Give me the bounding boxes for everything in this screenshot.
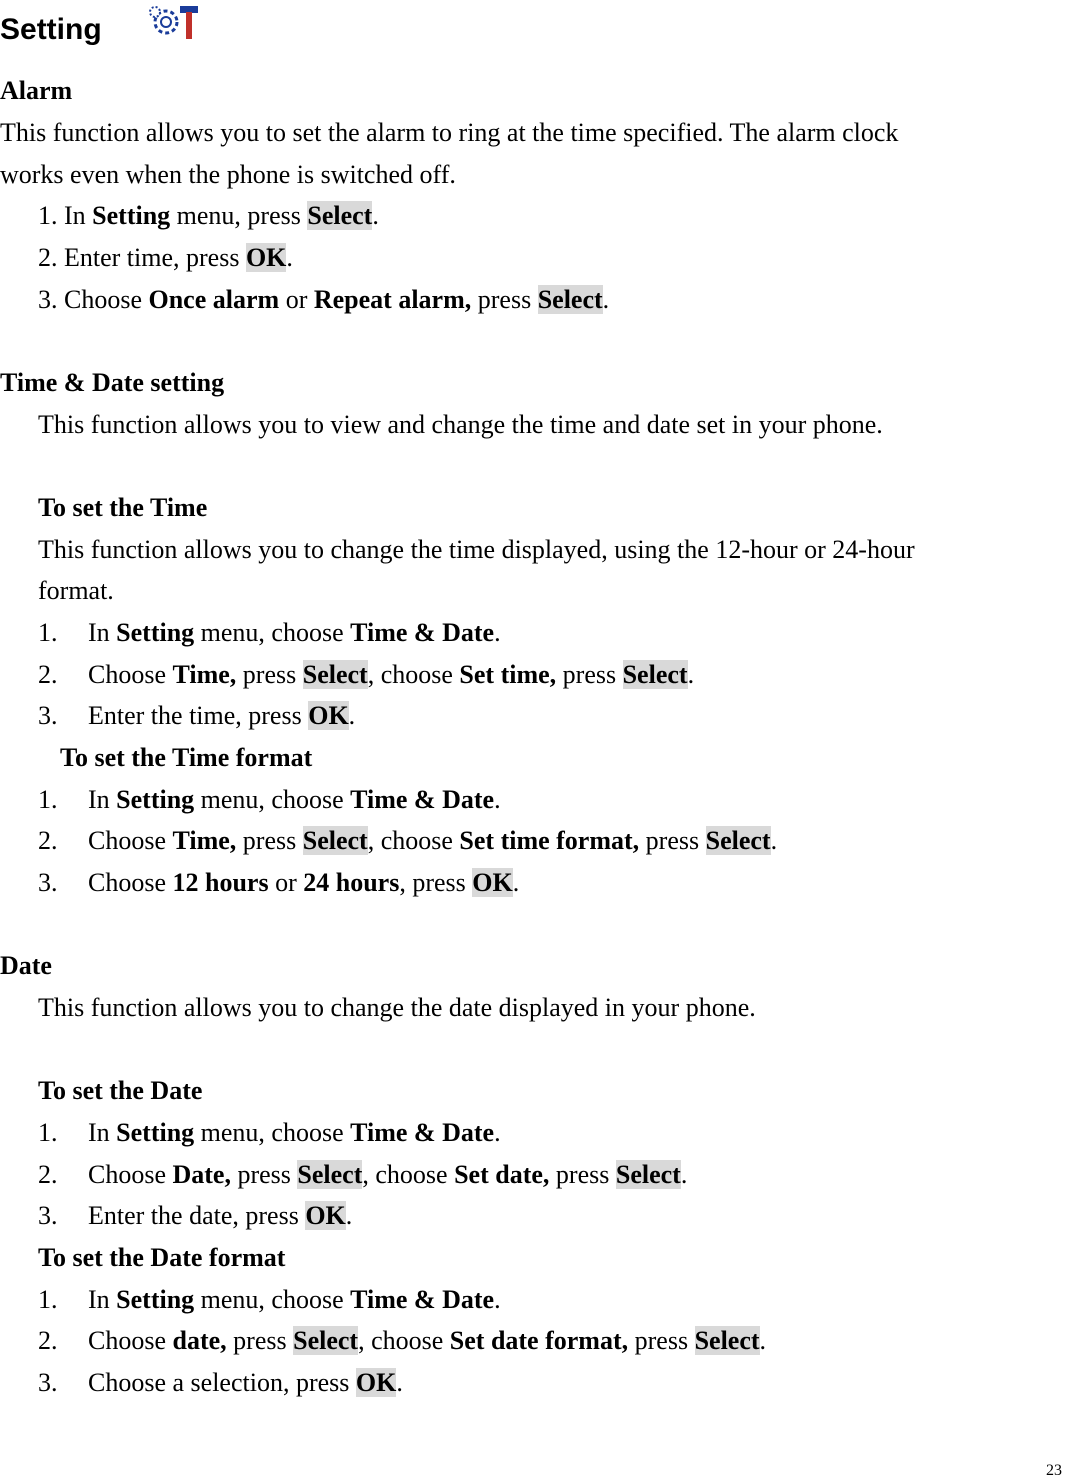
bold-term: Set time, [459, 660, 557, 689]
time-date-intro: This function allows you to view and change the time and date set in your phone. [38, 410, 883, 439]
text-run: . [687, 660, 695, 689]
set-date-step-1 [38, 1117, 501, 1149]
step-number: 3. [38, 1368, 58, 1397]
select-key-label: Select [537, 285, 603, 314]
text-run: press [236, 826, 303, 855]
text-run: press [556, 660, 623, 689]
bold-term: 12 hours [172, 868, 269, 897]
bold-term: Setting [116, 1118, 195, 1147]
text-run: or [268, 868, 304, 897]
select-key-label: Select [293, 1326, 359, 1355]
step-number: 2. [38, 826, 58, 855]
select-key-label: Select [297, 1160, 363, 1189]
date-intro: This function allows you to change the date displayed in your phone. [38, 993, 756, 1022]
bold-term: Once alarm [148, 285, 280, 314]
select-key-label: Select [694, 1326, 760, 1355]
step-number: 3. [38, 868, 58, 897]
bold-term: Time & Date [350, 785, 495, 814]
text-run: menu, choose [194, 785, 351, 814]
text-run: . [494, 1118, 501, 1147]
step-number: 2. [38, 1160, 58, 1189]
bold-term: Time, [172, 660, 237, 689]
select-key-label: Select [307, 201, 373, 230]
set-time-intro-line1: This function allows you to change the time displayed, using the 12-hour or 24-hour [38, 535, 915, 564]
text-run: Choose [88, 826, 173, 855]
bold-term: Time & Date [350, 1285, 495, 1314]
text-run: . [396, 1368, 403, 1397]
step-number: 2. [38, 660, 58, 689]
text-run: , choose [367, 826, 460, 855]
set-time-step-2 [38, 659, 694, 691]
bold-term: 24 hours [303, 868, 400, 897]
text-run: , choose [367, 660, 460, 689]
text-run: . [286, 243, 293, 272]
text-run: menu, press [170, 201, 308, 230]
alarm-intro-line2: works even when the phone is switched off. [0, 160, 456, 189]
bold-term: Setting [92, 201, 171, 230]
set-time-step-1 [38, 617, 501, 649]
select-key-label: Select [705, 826, 771, 855]
page-title: Setting [0, 13, 102, 46]
ok-key-label: OK [472, 868, 513, 897]
text-run: Enter the date, press [88, 1201, 306, 1230]
bold-term: Date, [172, 1160, 231, 1189]
set-time-heading: To set the Time [38, 493, 208, 522]
set-date-step-2 [38, 1159, 687, 1191]
text-run: Choose [88, 660, 173, 689]
select-key-label: Select [302, 660, 368, 689]
set-date-heading: To set the Date [38, 1076, 203, 1105]
text-run: Choose [88, 1326, 173, 1355]
set-time-format-step-3 [38, 867, 519, 899]
set-date-format-step-3 [38, 1367, 403, 1399]
set-date-format-step-2 [38, 1325, 766, 1357]
text-run: , choose [362, 1160, 455, 1189]
text-run: or [279, 285, 314, 314]
step-number: 1. [38, 785, 58, 814]
text-run: . [680, 1160, 688, 1189]
step-number: 1. [38, 1285, 58, 1314]
text-run: press [628, 1326, 695, 1355]
text-run: Choose a selection, press [88, 1368, 356, 1397]
text-run: press [471, 285, 538, 314]
text-run: In [88, 618, 117, 647]
text-run: , press [399, 868, 473, 897]
text-run: menu, choose [194, 1118, 351, 1147]
bold-term: Setting [116, 618, 195, 647]
step-number: 1. [38, 618, 58, 647]
text-run: press [549, 1160, 616, 1189]
text-run: In [88, 1285, 117, 1314]
step-number: 1. [38, 1118, 58, 1147]
bold-term: Set date, [454, 1160, 550, 1189]
select-key-label: Select [302, 826, 368, 855]
set-time-format-step-1 [38, 784, 501, 816]
alarm-step-3 [38, 284, 609, 316]
text-run: Choose [88, 1160, 173, 1189]
set-date-step-3 [38, 1200, 352, 1232]
alarm-step-2 [38, 242, 293, 274]
step-number: 3. [38, 701, 58, 730]
bold-term: Set time format, [459, 826, 640, 855]
text-run: . [494, 618, 501, 647]
bold-term: date, [172, 1326, 227, 1355]
bold-term: Repeat alarm, [313, 285, 472, 314]
text-run: , choose [358, 1326, 450, 1355]
set-time-intro-line2: format. [38, 576, 114, 605]
text-run: press [639, 826, 706, 855]
ok-key-label: OK [305, 1201, 346, 1230]
text-run: . [494, 785, 501, 814]
text-run: press [236, 660, 303, 689]
bold-term: Setting [116, 785, 195, 814]
alarm-intro-line1: This function allows you to set the alarm to ring at the time specified. The alarm clock [0, 118, 899, 147]
text-run: . [602, 285, 610, 314]
set-time-format-step-2 [38, 825, 777, 857]
text-run: . [345, 1201, 353, 1230]
ok-key-label: OK [355, 1368, 397, 1397]
alarm-step-1 [38, 200, 379, 232]
text-run: Choose [88, 868, 173, 897]
settings-gear-hammer-icon [146, 2, 202, 42]
set-time-format-heading: To set the Time format [60, 743, 313, 772]
text-run: . [512, 868, 520, 897]
alarm-heading: Alarm [0, 76, 73, 105]
step-number: 3. [38, 1201, 58, 1230]
text-run: . [494, 1285, 501, 1314]
time-date-heading: Time & Date setting [0, 368, 225, 397]
set-time-step-3 [38, 700, 355, 732]
set-date-format-heading: To set the Date format [38, 1243, 286, 1272]
text-run: . [759, 1326, 767, 1355]
set-date-format-step-1 [38, 1284, 501, 1316]
text-run: 1. In [38, 201, 93, 230]
text-run: press [230, 1160, 298, 1189]
text-run: Enter the time, press [88, 701, 309, 730]
bold-term: Time, [172, 826, 237, 855]
ok-key-label: OK [245, 243, 287, 272]
step-number: 2. [38, 1326, 58, 1355]
text-run: . [372, 201, 379, 230]
text-run: press [226, 1326, 294, 1355]
text-run: 2. Enter time, press [38, 243, 246, 272]
text-run: . [348, 701, 356, 730]
page-number: 23 [1046, 1462, 1062, 1479]
text-run: In [88, 1118, 117, 1147]
ok-key-label: OK [308, 701, 349, 730]
text-run: menu, choose [194, 618, 351, 647]
text-run: In [88, 785, 117, 814]
text-run: menu, choose [194, 1285, 351, 1314]
bold-term: Time & Date [350, 1118, 495, 1147]
text-run: 3. Choose [38, 285, 149, 314]
select-key-label: Select [615, 1160, 681, 1189]
text-run: . [770, 826, 778, 855]
select-key-label: Select [622, 660, 688, 689]
bold-term: Time & Date [350, 618, 495, 647]
bold-term: Set date format, [449, 1326, 629, 1355]
date-heading: Date [0, 951, 52, 980]
bold-term: Setting [116, 1285, 195, 1314]
